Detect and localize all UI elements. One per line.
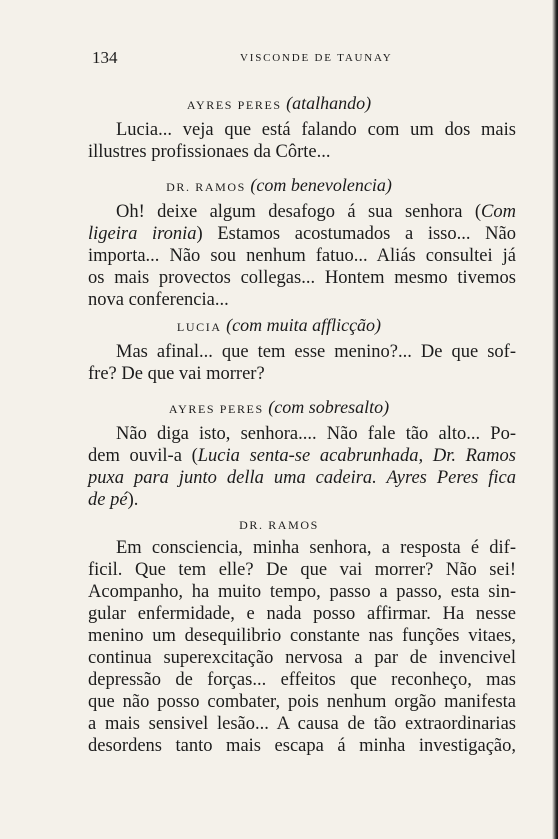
stage-direction: (com sobresalto) [268,397,390,417]
text-span: ). [127,490,139,510]
text-line [88,489,516,511]
text-line [88,445,516,467]
speaker-name: AYRES PERES [186,98,282,112]
stage-direction-inline: Com [481,202,516,222]
text-line: a mais sensivel lesão... A causa de tão extraordinarias [88,714,516,734]
text-line: Lucia... veja que está falando com um dos mais [116,120,516,140]
page-number: 134 [92,48,118,67]
stage-direction: (com muita afflicção) [226,315,382,335]
text-line [88,223,516,245]
text-line: gular enfermidade, e nada posso affirmar. Ha nesse [88,604,516,624]
speaker-heading [0,175,558,196]
page-edge-shadow [552,0,558,839]
text-line: Acompanho, ha muito tempo, passo a passo, esta sin- [88,582,516,602]
text-line: illustres profissionaes da Côrte... [88,142,331,162]
speaker-heading [0,513,558,534]
speaker-name: LUCIA [176,320,222,334]
speaker-heading [0,315,558,336]
text-line: menino um desequilibrio constante nas funções vitaes, [88,626,516,646]
text-line: puxa para junto della uma cadeira. Ayres Peres fica [88,468,516,488]
text-line: depressão de forças... effeitos que reconheço, mas [88,670,516,690]
text-line: que não posso combater, pois nenhum orgão manifesta [88,692,516,712]
text-line: importa... Não sou nenhum fatuo... Aliás consultei já [88,246,516,266]
text-span: dem ouvil-a ( [88,446,198,466]
text-line: Não diga isto, senhora.... Não fale tão alto... Po- [116,424,516,444]
stage-direction: (com benevolencia) [250,175,392,195]
stage-direction-inline: de pé [88,490,128,510]
text-line: nova conferencia... [88,290,229,310]
running-head: VISCONDE DE TAUNAY [240,52,393,64]
speaker-heading [0,93,558,114]
text-span: Oh! deixe algum desafogo á sua senhora ( [116,202,482,222]
text-line: desordens tanto mais escapa á minha investigação, [88,736,516,756]
stage-direction: (atalhando) [286,93,372,113]
text-line: ficil. Que tem elle? De que vai morrer? Não sei! [88,560,516,580]
speaker-name: DR. RAMOS [166,180,246,194]
text-line: continua superexcitação nervosa a par de invencivel [88,648,516,668]
text-line: fre? De que vai morrer? [88,364,265,384]
stage-direction-inline: Lucia senta-se acabrunhada, Dr. Ramos [197,446,516,466]
text-line: Mas afinal... que tem esse menino?... De que sof- [116,342,516,362]
text-line: os mais provectos collegas... Hontem mesmo tivemos [88,268,516,288]
speaker-heading [0,397,558,418]
text-line: Em consciencia, minha senhora, a resposta é dif- [116,538,516,558]
text-line [116,201,516,223]
speaker-name: AYRES PERES [168,402,264,416]
speaker-name: DR. RAMOS [239,518,319,532]
text-span: ) Estamos acostumados a isso... Não [196,224,516,244]
page-header [0,48,558,72]
stage-direction-inline: ligeira ironia [88,224,197,244]
